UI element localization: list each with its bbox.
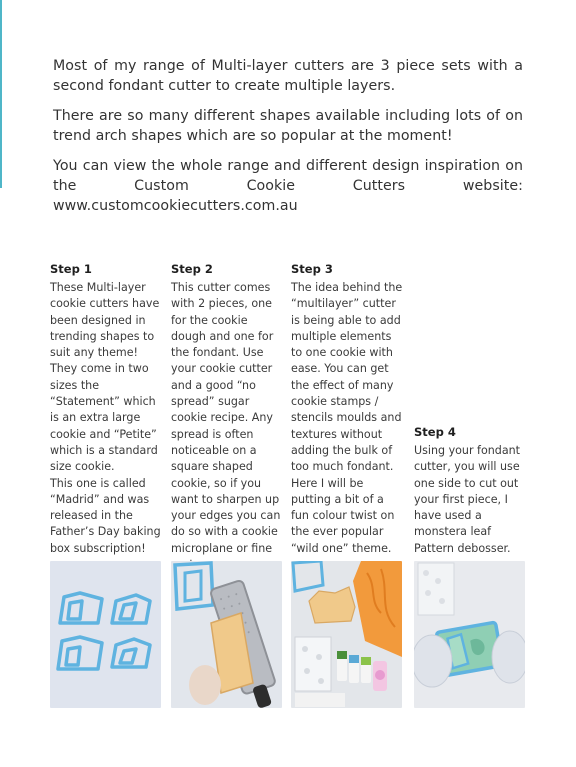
intro-paragraph-2: There are so many different shapes available including lots of on trend arch shapes which are so popular at the moment! xyxy=(53,108,523,144)
step-1-text: These Multi-layer cookie cutters have been designed in trending shapes to suit any theme! They come in two sizes the “Statement” which is an extra large cookie and “Petite” which is a standard size cookie. This one is called “Madrid” and was released in the Father’s Day baking box subscription! xyxy=(50,281,161,555)
step-2-title: Step 2 xyxy=(171,262,213,276)
intro-paragraph-3: You can view the whole range and different design inspiration on the Custom Cookie Cutters website: www.customcookiecutters.com.au xyxy=(53,158,523,214)
step-3-title: Step 3 xyxy=(291,262,333,276)
step-2-text: This cutter comes with 2 pieces, one for the cookie dough and one for the fondant. Use your cookie cutter and a good “no spread” sugar cookie recipe. Any spread is often noticeable on a square shaped cookie, so if you want to sharpen up your edges you can do so with a cookie microplane or fine xyxy=(171,281,281,555)
step-2 xyxy=(171,262,285,573)
step-1 xyxy=(50,262,164,557)
step-3 xyxy=(291,262,405,557)
intro-text xyxy=(53,56,523,226)
fondant-and-colours-photo xyxy=(291,561,402,708)
cookie-and-microplane-photo xyxy=(171,561,282,708)
step-1-title: Step 1 xyxy=(50,262,92,276)
intro-paragraph-1: Most of my range of Multi-layer cutters are 3 piece sets with a second fondant cutter to create multiple layers. xyxy=(53,58,523,94)
step-4-text: Using your fondant cutter, you will use one side to cut out your first piece, I have used a monstera leaf Pattern debosser. xyxy=(414,444,520,555)
accent-edge-line xyxy=(0,0,2,188)
step-4-title: Step 4 xyxy=(414,425,456,439)
step-4 xyxy=(414,425,528,557)
cookie-cutters-on-blue-photo xyxy=(50,561,161,708)
fondant-cutter-hands-photo xyxy=(414,561,525,708)
step-3-text: The idea behind the “multilayer” cutter is being able to add multiple elements to one cookie with ease. You can get the effect of many cookie stamps / stencils moulds and textures without adding the bulk of too much fondant. Here I will be putting a bit of a fun colour twist on the ever popular “wild one” theme. xyxy=(291,281,403,555)
